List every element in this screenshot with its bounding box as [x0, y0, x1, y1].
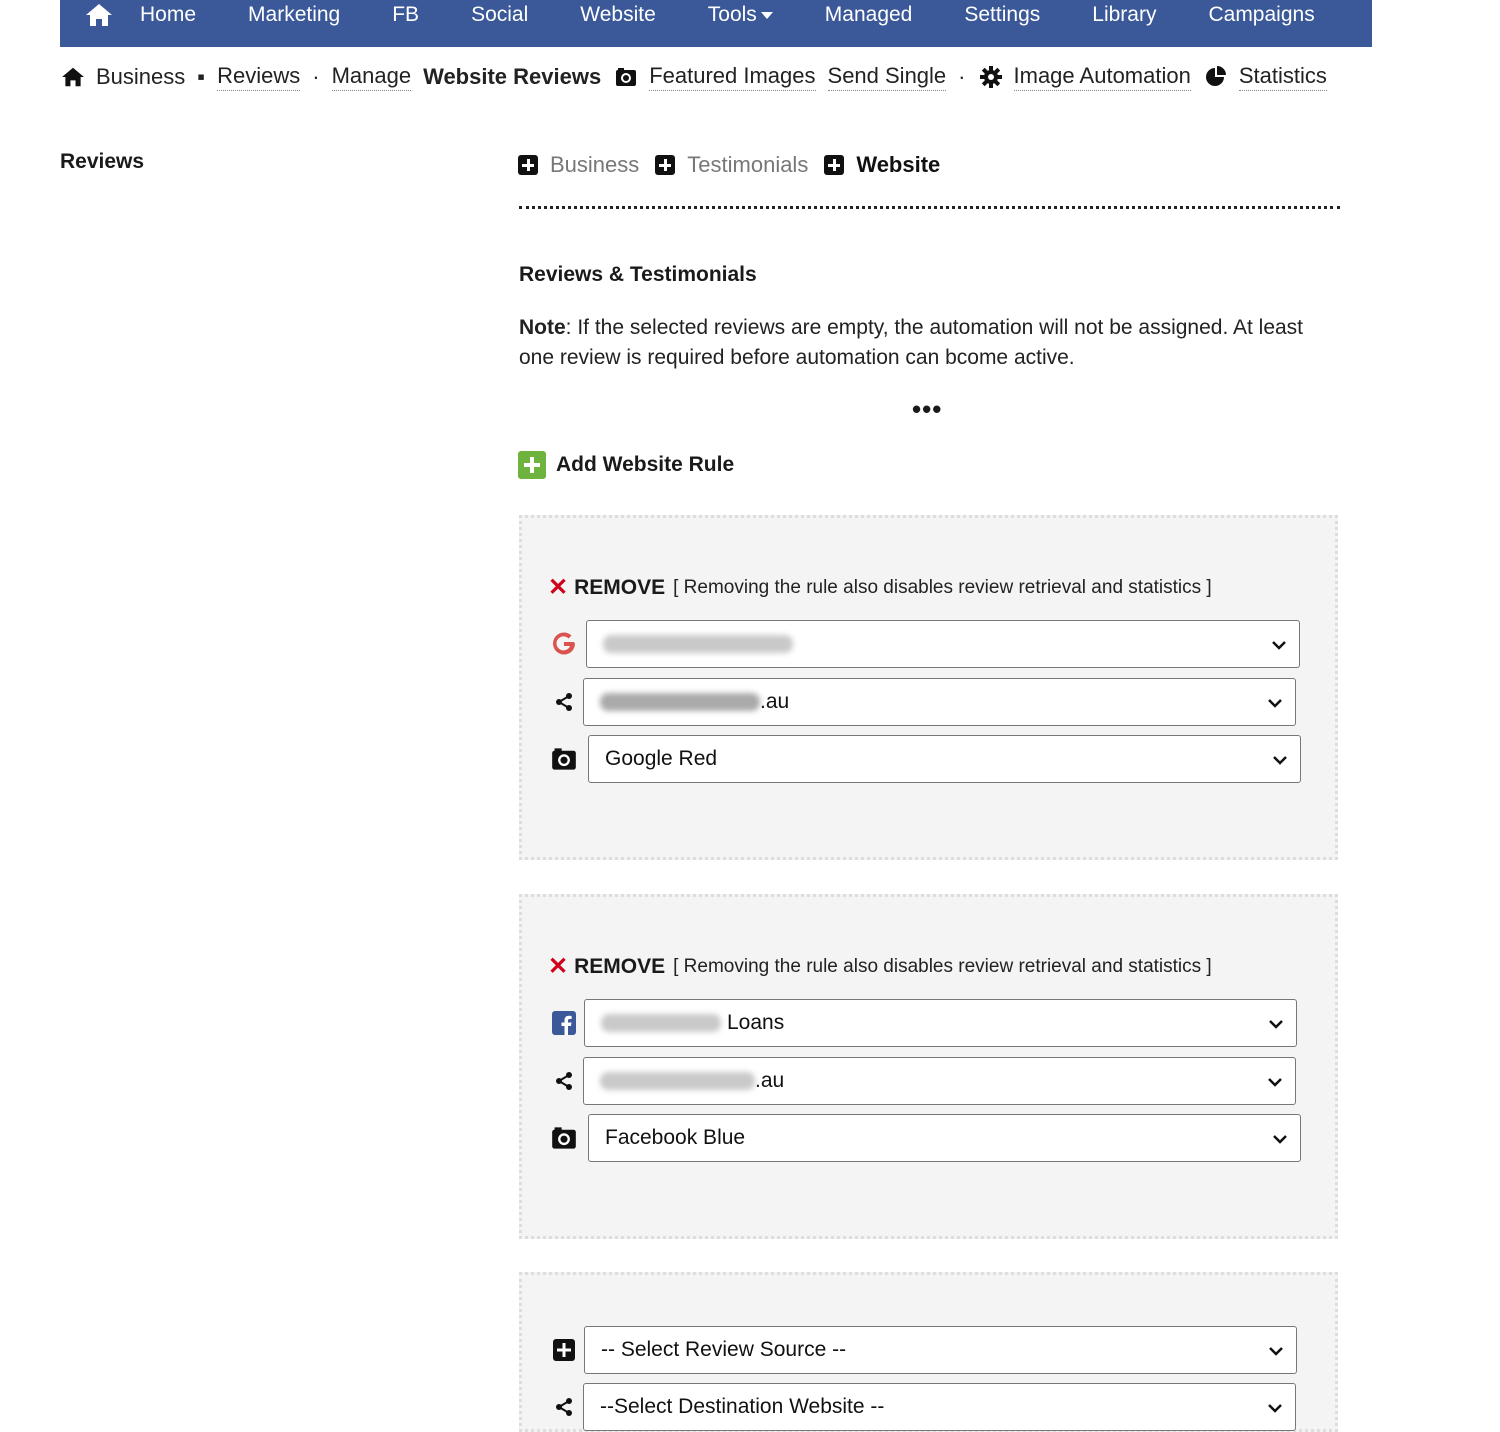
top-navigation — [60, 0, 1372, 47]
nav-tools-label: Tools — [707, 2, 757, 26]
review-source-select[interactable] — [584, 999, 1297, 1047]
rule-header — [548, 952, 1212, 981]
tab-business[interactable] — [518, 152, 639, 178]
website-row — [548, 1057, 580, 1105]
separator: ▪ — [197, 64, 206, 89]
review-source-select[interactable] — [586, 620, 1300, 668]
remove-button[interactable]: REMOVE — [574, 954, 666, 978]
plus-square-icon — [518, 451, 546, 479]
image-row — [548, 735, 580, 783]
nav-marketing[interactable]: Marketing — [248, 2, 341, 26]
chevron-down-icon — [1265, 1072, 1285, 1092]
note-text — [519, 313, 1319, 373]
website-row — [548, 1383, 580, 1431]
more-toggle[interactable]: ••• — [912, 394, 943, 424]
select-value: Facebook Blue — [605, 1126, 746, 1149]
subnav-featured-images[interactable]: Featured Images — [649, 63, 815, 91]
tab-label: Website — [856, 152, 941, 177]
plus-square-icon — [548, 1334, 580, 1366]
breadcrumb — [60, 60, 1327, 94]
select-value: .au — [760, 690, 790, 713]
home-icon — [60, 64, 86, 90]
tab-label: Business — [550, 152, 640, 177]
select-value: Loans — [727, 1011, 785, 1034]
website-row — [548, 678, 580, 726]
select-value: .au — [755, 1069, 785, 1092]
subnav-send-single[interactable]: Send Single — [828, 63, 947, 91]
note-body: : If the selected reviews are empty, the automation will not be assigned. At least one review is required before automation can bcome active. — [519, 316, 1304, 369]
subnav-reviews[interactable]: Reviews — [217, 63, 300, 91]
chevron-down-icon — [1270, 750, 1290, 770]
chevron-down-icon — [1270, 1129, 1290, 1149]
remove-button[interactable]: REMOVE — [574, 575, 666, 599]
nav-settings[interactable]: Settings — [964, 2, 1041, 26]
subnav-manage[interactable]: Manage — [332, 63, 412, 91]
share-icon — [548, 686, 580, 718]
nav-website[interactable]: Website — [580, 2, 656, 26]
subnav-website-reviews[interactable]: Website Reviews — [423, 64, 602, 89]
website-rule-card — [519, 515, 1338, 860]
camera-icon — [613, 64, 639, 90]
chevron-down-icon — [1265, 693, 1285, 713]
pie-chart-icon — [1203, 64, 1229, 90]
website-rule-card — [519, 894, 1338, 1239]
subnav-business[interactable]: Business — [96, 64, 186, 89]
tab-testimonials[interactable] — [655, 152, 808, 178]
destination-website-select[interactable] — [583, 678, 1296, 726]
destination-website-select[interactable] — [583, 1383, 1296, 1431]
close-icon[interactable]: ✕ — [548, 574, 569, 601]
gear-icon — [978, 64, 1004, 90]
add-website-rule-label: Add Website Rule — [556, 453, 735, 476]
nav-home[interactable]: Home — [140, 2, 197, 26]
chevron-down-icon — [1266, 1341, 1286, 1361]
source-row — [548, 999, 580, 1047]
destination-website-select[interactable] — [583, 1057, 1296, 1105]
nav-tools[interactable] — [682, 2, 799, 32]
note-label: Note — [519, 316, 566, 339]
image-row — [548, 1114, 580, 1162]
separator: · — [312, 64, 320, 89]
source-row — [548, 1326, 580, 1374]
divider — [519, 206, 1340, 209]
google-icon — [548, 628, 580, 660]
tab-bar — [518, 152, 956, 178]
subnav-image-automation[interactable]: Image Automation — [1014, 63, 1191, 91]
plus-square-icon — [518, 155, 538, 175]
sidebar-title: Reviews — [60, 150, 145, 173]
subnav-statistics[interactable]: Statistics — [1239, 63, 1327, 91]
tab-website[interactable] — [824, 152, 940, 178]
camera-icon — [548, 1122, 580, 1154]
rule-header — [548, 573, 1212, 602]
separator: · — [958, 64, 966, 89]
add-website-rule-button[interactable] — [518, 451, 734, 479]
select-placeholder: --Select Destination Website -- — [600, 1395, 885, 1418]
close-icon[interactable]: ✕ — [548, 953, 569, 980]
home-icon[interactable] — [84, 2, 114, 32]
share-icon — [548, 1065, 580, 1097]
select-placeholder: -- Select Review Source -- — [601, 1338, 847, 1361]
redacted-text — [601, 1014, 721, 1032]
chevron-down-icon — [1265, 1398, 1285, 1418]
redacted-text — [600, 1072, 755, 1090]
facebook-icon — [548, 1007, 580, 1039]
nav-managed[interactable]: Managed — [824, 2, 913, 26]
caret-down-icon — [761, 12, 773, 19]
nav-fb[interactable]: FB — [392, 2, 420, 26]
share-icon — [548, 1391, 580, 1423]
tab-label: Testimonials — [687, 152, 809, 177]
remove-hint: [ Removing the rule also disables review retrieval and statistics ] — [673, 955, 1212, 977]
nav-social[interactable]: Social — [471, 2, 529, 26]
image-template-select[interactable] — [588, 735, 1301, 783]
section-title: Reviews & Testimonials — [519, 263, 757, 286]
plus-square-icon — [655, 155, 675, 175]
new-rule-card — [519, 1272, 1338, 1432]
redacted-text — [600, 693, 760, 711]
remove-hint: [ Removing the rule also disables review retrieval and statistics ] — [673, 576, 1212, 598]
chevron-down-icon — [1269, 635, 1289, 655]
select-value: Google Red — [605, 747, 718, 770]
source-row — [548, 620, 580, 668]
plus-square-icon — [824, 155, 844, 175]
nav-library[interactable]: Library — [1092, 2, 1157, 26]
image-template-select[interactable] — [588, 1114, 1301, 1162]
review-source-select[interactable] — [584, 1326, 1297, 1374]
camera-icon — [548, 743, 580, 775]
redacted-text — [603, 635, 793, 653]
chevron-down-icon — [1266, 1014, 1286, 1034]
nav-campaigns[interactable]: Campaigns — [1208, 2, 1315, 26]
